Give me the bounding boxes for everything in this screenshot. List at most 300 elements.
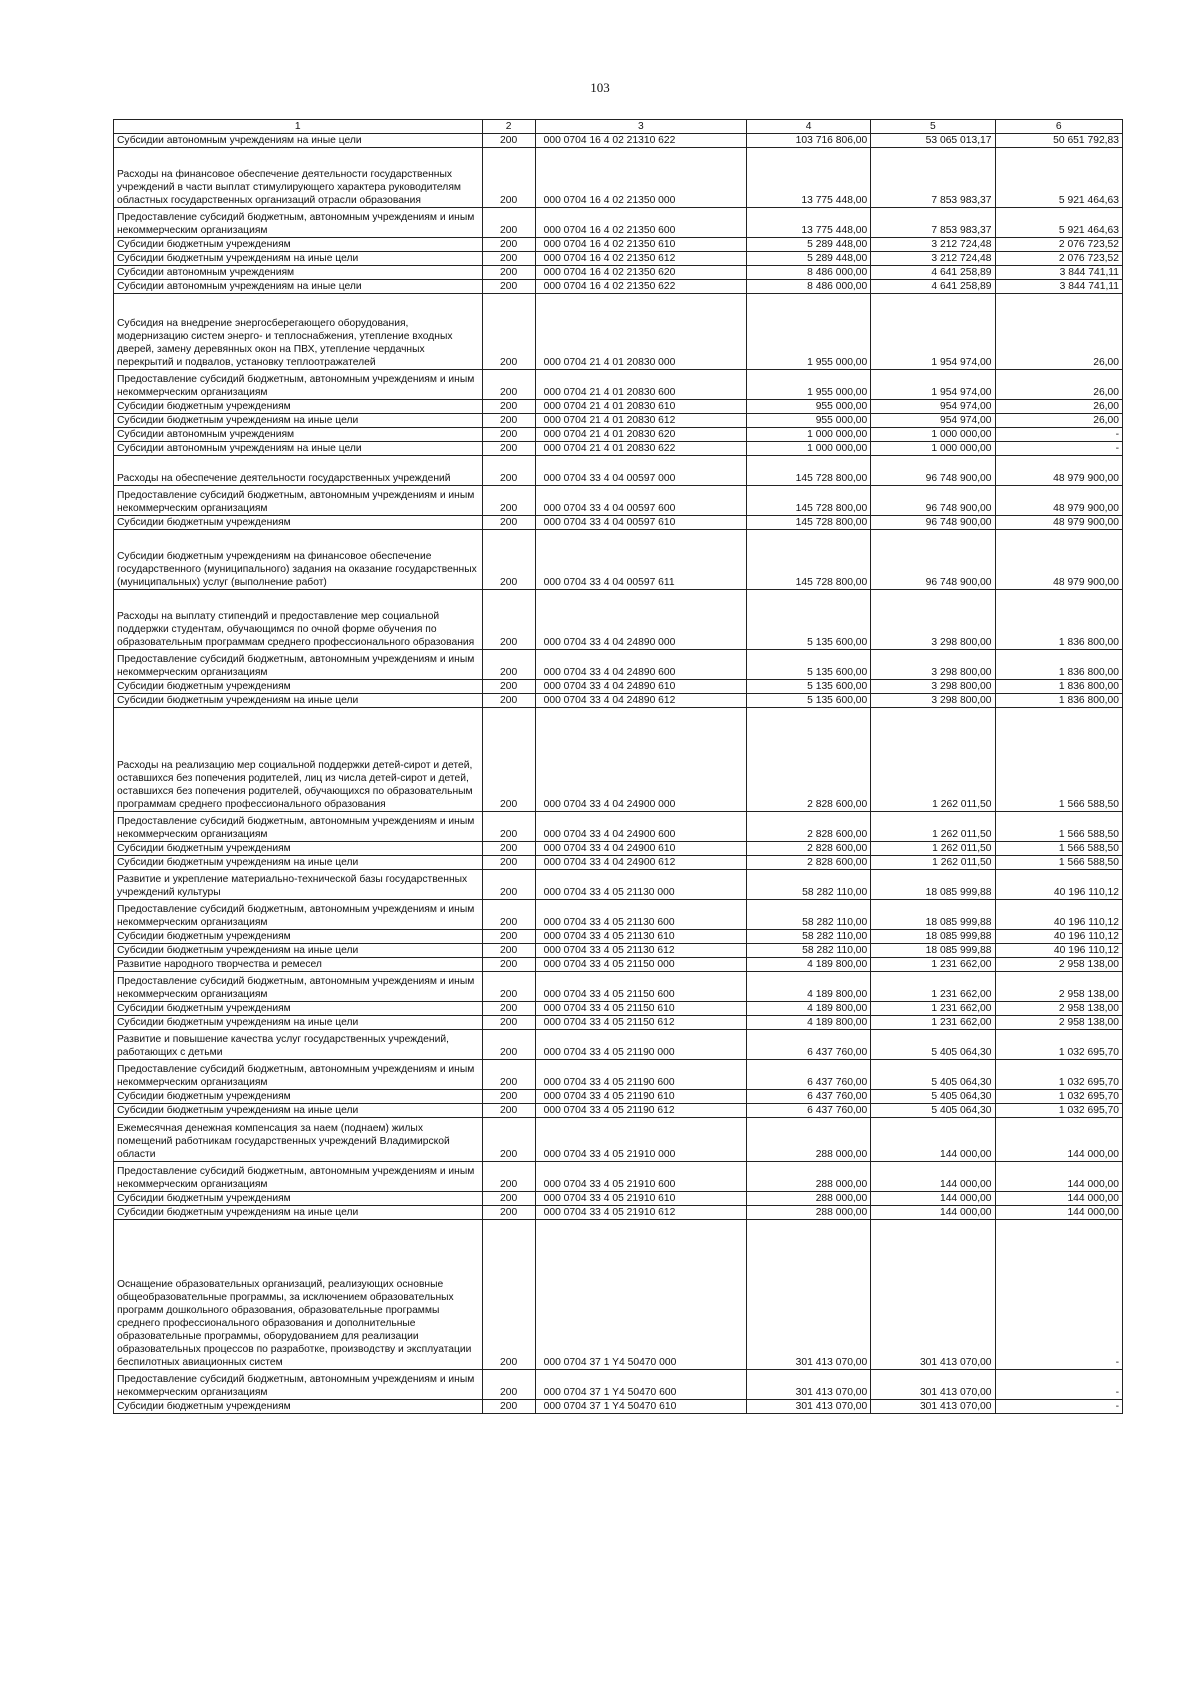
row-name: Предоставление субсидий бюджетным, автономным учреждениям и иным некоммерческим организациям <box>114 812 483 842</box>
table-row <box>114 1118 1123 1162</box>
row-name: Субсидии бюджетным учреждениям <box>114 1400 483 1414</box>
row-col4: 5 289 448,00 <box>746 238 870 252</box>
row-col4: 13 775 448,00 <box>746 208 870 238</box>
column-header: 6 <box>995 120 1122 134</box>
row-code: 000 0704 33 4 05 21130 610 <box>535 930 746 944</box>
row-name: Субсидии автономным учреждениям <box>114 266 483 280</box>
row-name: Предоставление субсидий бюджетным, автономным учреждениям и иным некоммерческим организациям <box>114 1060 483 1090</box>
row-grbs: 200 <box>482 516 535 530</box>
row-col6: 1 566 588,50 <box>995 812 1122 842</box>
row-code: 000 0704 37 1 Y4 50470 600 <box>535 1370 746 1400</box>
row-col4: 955 000,00 <box>746 400 870 414</box>
row-col5: 301 413 070,00 <box>871 1220 995 1370</box>
row-grbs: 200 <box>482 1002 535 1016</box>
row-col5: 53 065 013,17 <box>871 134 995 148</box>
row-col5: 4 641 258,89 <box>871 266 995 280</box>
table-row <box>114 944 1123 958</box>
row-grbs: 200 <box>482 958 535 972</box>
row-code: 000 0704 33 4 05 21150 610 <box>535 1002 746 1016</box>
table-row <box>114 930 1123 944</box>
row-col6: 1 032 695,70 <box>995 1104 1122 1118</box>
row-col6: 1 836 800,00 <box>995 650 1122 680</box>
row-col4: 301 413 070,00 <box>746 1220 870 1370</box>
row-col6: 144 000,00 <box>995 1206 1122 1220</box>
row-grbs: 200 <box>482 812 535 842</box>
row-name: Субсидии бюджетным учреждениям <box>114 1090 483 1104</box>
row-col6: 5 921 464,63 <box>995 208 1122 238</box>
row-col6: 40 196 110,12 <box>995 930 1122 944</box>
table-row <box>114 1220 1123 1370</box>
table-row <box>114 812 1123 842</box>
row-grbs: 200 <box>482 590 535 650</box>
table-row <box>114 870 1123 900</box>
row-col4: 58 282 110,00 <box>746 944 870 958</box>
row-col5: 301 413 070,00 <box>871 1400 995 1414</box>
row-col6: 3 844 741,11 <box>995 280 1122 294</box>
column-header: 1 <box>114 120 483 134</box>
row-code: 000 0704 33 4 05 21130 612 <box>535 944 746 958</box>
table-row <box>114 252 1123 266</box>
row-col5: 144 000,00 <box>871 1162 995 1192</box>
row-col5: 144 000,00 <box>871 1118 995 1162</box>
row-name: Субсидии автономным учреждениям <box>114 428 483 442</box>
row-col5: 3 298 800,00 <box>871 590 995 650</box>
table-header-row <box>114 120 1123 134</box>
row-col4: 6 437 760,00 <box>746 1104 870 1118</box>
row-name: Расходы на обеспечение деятельности государственных учреждений <box>114 456 483 486</box>
row-col5: 1 954 974,00 <box>871 370 995 400</box>
row-col5: 954 974,00 <box>871 400 995 414</box>
row-col5: 18 085 999,88 <box>871 944 995 958</box>
row-grbs: 200 <box>482 1016 535 1030</box>
table-row <box>114 208 1123 238</box>
row-col5: 1 231 662,00 <box>871 972 995 1002</box>
row-col4: 8 486 000,00 <box>746 266 870 280</box>
row-col4: 1 000 000,00 <box>746 428 870 442</box>
row-grbs: 200 <box>482 280 535 294</box>
row-name: Субсидии бюджетным учреждениям на иные цели <box>114 1206 483 1220</box>
row-grbs: 200 <box>482 1090 535 1104</box>
row-col6: 40 196 110,12 <box>995 870 1122 900</box>
row-code: 000 0704 21 4 01 20830 612 <box>535 414 746 428</box>
row-col6: 26,00 <box>995 414 1122 428</box>
row-code: 000 0704 16 4 02 21350 612 <box>535 252 746 266</box>
row-col4: 1 000 000,00 <box>746 442 870 456</box>
row-grbs: 200 <box>482 252 535 266</box>
row-col6: 2 958 138,00 <box>995 958 1122 972</box>
row-col5: 1 231 662,00 <box>871 1016 995 1030</box>
row-col4: 288 000,00 <box>746 1162 870 1192</box>
row-code: 000 0704 16 4 02 21350 600 <box>535 208 746 238</box>
row-col6: 144 000,00 <box>995 1162 1122 1192</box>
row-grbs: 200 <box>482 694 535 708</box>
row-col5: 3 298 800,00 <box>871 694 995 708</box>
table-row <box>114 650 1123 680</box>
row-col6: 2 958 138,00 <box>995 1002 1122 1016</box>
row-name: Предоставление субсидий бюджетным, автономным учреждениям и иным некоммерческим организациям <box>114 370 483 400</box>
page-number: 103 <box>590 80 610 95</box>
row-grbs: 200 <box>482 1060 535 1090</box>
table-row <box>114 708 1123 812</box>
table-row <box>114 1016 1123 1030</box>
row-grbs: 200 <box>482 1220 535 1370</box>
row-name: Предоставление субсидий бюджетным, автономным учреждениям и иным некоммерческим организациям <box>114 650 483 680</box>
row-col5: 96 748 900,00 <box>871 486 995 516</box>
row-col4: 6 437 760,00 <box>746 1060 870 1090</box>
row-col4: 4 189 800,00 <box>746 958 870 972</box>
row-col6: 144 000,00 <box>995 1118 1122 1162</box>
table-row <box>114 590 1123 650</box>
column-header: 2 <box>482 120 535 134</box>
row-code: 000 0704 33 4 05 21910 610 <box>535 1192 746 1206</box>
table-row <box>114 972 1123 1002</box>
row-name: Субсидии бюджетным учреждениям <box>114 680 483 694</box>
row-grbs: 200 <box>482 294 535 370</box>
row-code: 000 0704 33 4 04 24890 610 <box>535 680 746 694</box>
row-grbs: 200 <box>482 1104 535 1118</box>
row-col4: 1 955 000,00 <box>746 370 870 400</box>
row-grbs: 200 <box>482 486 535 516</box>
table-row <box>114 1370 1123 1400</box>
table-row <box>114 900 1123 930</box>
table-row <box>114 1030 1123 1060</box>
row-code: 000 0704 21 4 01 20830 610 <box>535 400 746 414</box>
row-name: Субсидии бюджетным учреждениям на иные цели <box>114 856 483 870</box>
row-name: Развитие и укрепление материально-технической базы государственных учреждений культуры <box>114 870 483 900</box>
row-col4: 58 282 110,00 <box>746 930 870 944</box>
row-grbs: 200 <box>482 442 535 456</box>
row-col6: - <box>995 1370 1122 1400</box>
row-name: Субсидии автономным учреждениям на иные цели <box>114 134 483 148</box>
row-name: Субсидии бюджетным учреждениям <box>114 238 483 252</box>
row-name: Предоставление субсидий бюджетным, автономным учреждениям и иным некоммерческим организациям <box>114 208 483 238</box>
row-col5: 3 212 724,48 <box>871 238 995 252</box>
row-grbs: 200 <box>482 1118 535 1162</box>
row-grbs: 200 <box>482 370 535 400</box>
table-row <box>114 266 1123 280</box>
row-name: Субсидии бюджетным учреждениям на иные цели <box>114 1104 483 1118</box>
row-grbs: 200 <box>482 1370 535 1400</box>
row-name: Предоставление субсидий бюджетным, автономным учреждениям и иным некоммерческим организациям <box>114 972 483 1002</box>
row-col5: 1 262 011,50 <box>871 856 995 870</box>
row-name: Субсидии бюджетным учреждениям <box>114 1192 483 1206</box>
row-grbs: 200 <box>482 708 535 812</box>
row-code: 000 0704 33 4 04 00597 600 <box>535 486 746 516</box>
row-col4: 301 413 070,00 <box>746 1370 870 1400</box>
row-col4: 2 828 600,00 <box>746 708 870 812</box>
row-grbs: 200 <box>482 148 535 208</box>
row-name: Оснащение образовательных организаций, реализующих основные общеобразовательные программы, за исключением образовательных программ дошкольного образования, образовательные программы среднего профессионального образования и дополнительные образовательные программы, оборудованием для реализации образовательных процессов по разработке, производству и эксплуатации беспилотных авиационных систем <box>114 1220 483 1370</box>
row-name: Предоставление субсидий бюджетным, автономным учреждениям и иным некоммерческим организациям <box>114 1162 483 1192</box>
row-col5: 7 853 983,37 <box>871 208 995 238</box>
row-col6: 2 958 138,00 <box>995 972 1122 1002</box>
row-name: Расходы на реализацию мер социальной поддержки детей-сирот и детей, оставшихся без попечения родителей, лиц из числа детей-сирот и детей, оставшихся без попечения родителей, обучающихся по образовательным программам среднего профессионального образования <box>114 708 483 812</box>
row-grbs: 200 <box>482 870 535 900</box>
row-name: Предоставление субсидий бюджетным, автономным учреждениям и иным некоммерческим организациям <box>114 1370 483 1400</box>
table-row <box>114 1206 1123 1220</box>
row-code: 000 0704 33 4 04 24900 610 <box>535 842 746 856</box>
row-col4: 103 716 806,00 <box>746 134 870 148</box>
table-row <box>114 856 1123 870</box>
row-grbs: 200 <box>482 680 535 694</box>
row-col5: 5 405 064,30 <box>871 1104 995 1118</box>
row-grbs: 200 <box>482 266 535 280</box>
row-col5: 96 748 900,00 <box>871 456 995 486</box>
row-name: Расходы на финансовое обеспечение деятельности государственных учреждений в части выплат стимулирующего характера руководителям областных государственных организаций отрасли образования <box>114 148 483 208</box>
row-col5: 1 000 000,00 <box>871 428 995 442</box>
row-grbs: 200 <box>482 134 535 148</box>
row-col5: 96 748 900,00 <box>871 516 995 530</box>
row-grbs: 200 <box>482 400 535 414</box>
row-col6: - <box>995 442 1122 456</box>
row-name: Субсидии бюджетным учреждениям на иные цели <box>114 414 483 428</box>
row-col6: 40 196 110,12 <box>995 900 1122 930</box>
row-col4: 145 728 800,00 <box>746 516 870 530</box>
table-row <box>114 1104 1123 1118</box>
row-code: 000 0704 33 4 04 24890 612 <box>535 694 746 708</box>
row-code: 000 0704 33 4 04 00597 610 <box>535 516 746 530</box>
row-grbs: 200 <box>482 930 535 944</box>
row-code: 000 0704 16 4 02 21350 620 <box>535 266 746 280</box>
row-col5: 1 231 662,00 <box>871 1002 995 1016</box>
row-code: 000 0704 33 4 05 21130 000 <box>535 870 746 900</box>
row-name: Субсидии автономным учреждениям на иные цели <box>114 442 483 456</box>
row-grbs: 200 <box>482 1030 535 1060</box>
row-col5: 18 085 999,88 <box>871 900 995 930</box>
row-name: Расходы на выплату стипендий и предоставление мер социальной поддержки студентам, обучающимся по очной форме обучения по образовательным программам среднего профессионального образования <box>114 590 483 650</box>
row-name: Субсидии автономным учреждениям на иные цели <box>114 280 483 294</box>
row-col6: 1 032 695,70 <box>995 1090 1122 1104</box>
row-col5: 1 262 011,50 <box>871 708 995 812</box>
row-col4: 4 189 800,00 <box>746 1002 870 1016</box>
table-row <box>114 370 1123 400</box>
row-code: 000 0704 21 4 01 20830 600 <box>535 370 746 400</box>
table-row <box>114 1162 1123 1192</box>
row-name: Субсидии бюджетным учреждениям на иные цели <box>114 944 483 958</box>
table-row <box>114 958 1123 972</box>
row-col6: 50 651 792,83 <box>995 134 1122 148</box>
row-code: 000 0704 33 4 04 24890 600 <box>535 650 746 680</box>
table-row <box>114 1002 1123 1016</box>
row-col4: 145 728 800,00 <box>746 456 870 486</box>
row-col6: 1 566 588,50 <box>995 856 1122 870</box>
table-row <box>114 442 1123 456</box>
row-col5: 18 085 999,88 <box>871 930 995 944</box>
table-row <box>114 1090 1123 1104</box>
row-grbs: 200 <box>482 856 535 870</box>
row-col5: 5 405 064,30 <box>871 1030 995 1060</box>
row-col6: - <box>995 428 1122 442</box>
row-col6: 2 076 723,52 <box>995 238 1122 252</box>
row-col5: 96 748 900,00 <box>871 530 995 590</box>
row-name: Субсидии бюджетным учреждениям <box>114 930 483 944</box>
row-col6: 3 844 741,11 <box>995 266 1122 280</box>
row-name: Субсидии бюджетным учреждениям <box>114 1002 483 1016</box>
table-row <box>114 280 1123 294</box>
row-col4: 13 775 448,00 <box>746 148 870 208</box>
row-grbs: 200 <box>482 900 535 930</box>
row-col4: 8 486 000,00 <box>746 280 870 294</box>
row-col5: 5 405 064,30 <box>871 1060 995 1090</box>
row-col4: 4 189 800,00 <box>746 1016 870 1030</box>
row-name: Субсидии бюджетным учреждениям на иные цели <box>114 694 483 708</box>
row-col4: 288 000,00 <box>746 1192 870 1206</box>
row-col4: 2 828 600,00 <box>746 856 870 870</box>
row-code: 000 0704 33 4 05 21150 600 <box>535 972 746 1002</box>
row-name: Субсидии бюджетным учреждениям на иные цели <box>114 1016 483 1030</box>
row-col6: 144 000,00 <box>995 1192 1122 1206</box>
row-col4: 5 135 600,00 <box>746 680 870 694</box>
row-col4: 58 282 110,00 <box>746 900 870 930</box>
row-grbs: 200 <box>482 944 535 958</box>
row-name: Субсидии бюджетным учреждениям на иные цели <box>114 252 483 266</box>
row-name: Развитие и повышение качества услуг государственных учреждений, работающих с детьми <box>114 1030 483 1060</box>
row-col4: 145 728 800,00 <box>746 530 870 590</box>
row-code: 000 0704 37 1 Y4 50470 000 <box>535 1220 746 1370</box>
row-code: 000 0704 16 4 02 21350 622 <box>535 280 746 294</box>
table-row <box>114 134 1123 148</box>
row-code: 000 0704 33 4 05 21190 610 <box>535 1090 746 1104</box>
table-row <box>114 516 1123 530</box>
row-col6: - <box>995 1400 1122 1414</box>
row-code: 000 0704 21 4 01 20830 620 <box>535 428 746 442</box>
row-col6: 1 032 695,70 <box>995 1030 1122 1060</box>
row-code: 000 0704 33 4 04 24890 000 <box>535 590 746 650</box>
row-col5: 3 212 724,48 <box>871 252 995 266</box>
table-row <box>114 680 1123 694</box>
row-col6: 1 836 800,00 <box>995 680 1122 694</box>
row-col4: 955 000,00 <box>746 414 870 428</box>
row-col4: 58 282 110,00 <box>746 870 870 900</box>
row-col4: 6 437 760,00 <box>746 1030 870 1060</box>
table-row <box>114 694 1123 708</box>
row-col6: 5 921 464,63 <box>995 148 1122 208</box>
row-code: 000 0704 33 4 04 24900 612 <box>535 856 746 870</box>
budget-table <box>113 119 1123 1414</box>
row-col5: 3 298 800,00 <box>871 680 995 694</box>
row-name: Субсидии бюджетным учреждениям <box>114 842 483 856</box>
row-col5: 1 231 662,00 <box>871 958 995 972</box>
row-col4: 5 135 600,00 <box>746 694 870 708</box>
row-grbs: 200 <box>482 972 535 1002</box>
row-code: 000 0704 21 4 01 20830 622 <box>535 442 746 456</box>
row-col6: 1 566 588,50 <box>995 842 1122 856</box>
row-col6: 1 836 800,00 <box>995 694 1122 708</box>
row-grbs: 200 <box>482 1162 535 1192</box>
row-code: 000 0704 21 4 01 20830 000 <box>535 294 746 370</box>
row-grbs: 200 <box>482 530 535 590</box>
table-row <box>114 842 1123 856</box>
table-row <box>114 1400 1123 1414</box>
row-name: Предоставление субсидий бюджетным, автономным учреждениям и иным некоммерческим организациям <box>114 900 483 930</box>
table-row <box>114 1060 1123 1090</box>
row-col5: 954 974,00 <box>871 414 995 428</box>
table-row <box>114 400 1123 414</box>
row-col5: 5 405 064,30 <box>871 1090 995 1104</box>
row-col6: 26,00 <box>995 370 1122 400</box>
row-code: 000 0704 33 4 05 21150 612 <box>535 1016 746 1030</box>
row-col4: 2 828 600,00 <box>746 842 870 856</box>
row-col5: 144 000,00 <box>871 1192 995 1206</box>
table-row <box>114 486 1123 516</box>
row-col5: 18 085 999,88 <box>871 870 995 900</box>
row-col6: - <box>995 1220 1122 1370</box>
row-code: 000 0704 33 4 05 21190 600 <box>535 1060 746 1090</box>
row-code: 000 0704 33 4 04 00597 611 <box>535 530 746 590</box>
row-code: 000 0704 33 4 05 21150 000 <box>535 958 746 972</box>
row-col4: 2 828 600,00 <box>746 812 870 842</box>
table-body <box>114 120 1123 1414</box>
row-col6: 26,00 <box>995 400 1122 414</box>
row-name: Субсидия на внедрение энергосберегающего оборудования, модернизацию систем энерго- и теплоснабжения, утепление входных дверей, замену деревянных окон на ПВХ, утепление чердачных перекрытий и подвалов, установку теплоотражателей <box>114 294 483 370</box>
row-col6: 2 958 138,00 <box>995 1016 1122 1030</box>
column-header: 4 <box>746 120 870 134</box>
table-row <box>114 456 1123 486</box>
row-code: 000 0704 37 1 Y4 50470 610 <box>535 1400 746 1414</box>
row-col6: 1 566 588,50 <box>995 708 1122 812</box>
row-grbs: 200 <box>482 428 535 442</box>
row-grbs: 200 <box>482 456 535 486</box>
row-code: 000 0704 16 4 02 21350 000 <box>535 148 746 208</box>
row-code: 000 0704 33 4 05 21910 000 <box>535 1118 746 1162</box>
row-col6: 1 032 695,70 <box>995 1060 1122 1090</box>
row-grbs: 200 <box>482 842 535 856</box>
row-code: 000 0704 33 4 05 21910 612 <box>535 1206 746 1220</box>
row-col6: 1 836 800,00 <box>995 590 1122 650</box>
row-code: 000 0704 33 4 05 21910 600 <box>535 1162 746 1192</box>
row-col4: 5 135 600,00 <box>746 650 870 680</box>
row-col6: 48 979 900,00 <box>995 456 1122 486</box>
row-name: Предоставление субсидий бюджетным, автономным учреждениям и иным некоммерческим организациям <box>114 486 483 516</box>
row-grbs: 200 <box>482 1192 535 1206</box>
row-code: 000 0704 33 4 04 24900 000 <box>535 708 746 812</box>
row-code: 000 0704 33 4 05 21130 600 <box>535 900 746 930</box>
row-col5: 3 298 800,00 <box>871 650 995 680</box>
table-row <box>114 1192 1123 1206</box>
row-code: 000 0704 33 4 04 00597 000 <box>535 456 746 486</box>
row-grbs: 200 <box>482 414 535 428</box>
table-row <box>114 414 1123 428</box>
row-code: 000 0704 16 4 02 21310 622 <box>535 134 746 148</box>
row-col4: 145 728 800,00 <box>746 486 870 516</box>
column-header: 5 <box>871 120 995 134</box>
row-col6: 48 979 900,00 <box>995 530 1122 590</box>
row-code: 000 0704 33 4 04 24900 600 <box>535 812 746 842</box>
row-col5: 301 413 070,00 <box>871 1370 995 1400</box>
table-row <box>114 294 1123 370</box>
row-col5: 1 000 000,00 <box>871 442 995 456</box>
table-row <box>114 530 1123 590</box>
row-grbs: 200 <box>482 208 535 238</box>
row-col4: 5 135 600,00 <box>746 590 870 650</box>
row-name: Развитие народного творчества и ремесел <box>114 958 483 972</box>
table-row <box>114 238 1123 252</box>
table-row <box>114 428 1123 442</box>
column-header: 3 <box>535 120 746 134</box>
row-col4: 4 189 800,00 <box>746 972 870 1002</box>
row-col6: 40 196 110,12 <box>995 944 1122 958</box>
row-name: Субсидии бюджетным учреждениям на финансовое обеспечение государственного (муниципального) задания на оказание государственных (муниципальных) услуг (выполнение работ) <box>114 530 483 590</box>
row-col6: 26,00 <box>995 294 1122 370</box>
row-col4: 288 000,00 <box>746 1206 870 1220</box>
row-grbs: 200 <box>482 1400 535 1414</box>
row-name: Ежемесячная денежная компенсация за наем (поднаем) жилых помещений работникам государственных учреждений Владимирской области <box>114 1118 483 1162</box>
row-col4: 6 437 760,00 <box>746 1090 870 1104</box>
row-col4: 301 413 070,00 <box>746 1400 870 1414</box>
table-row <box>114 148 1123 208</box>
row-name: Субсидии бюджетным учреждениям <box>114 516 483 530</box>
row-grbs: 200 <box>482 650 535 680</box>
